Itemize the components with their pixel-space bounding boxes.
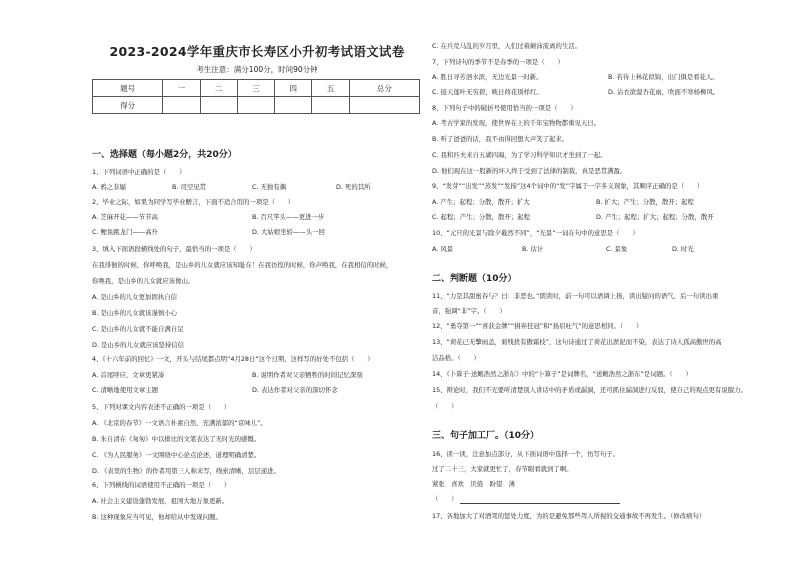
question-5: 5、下列对课文内容表述不正确的一项是（ ） [92, 403, 231, 411]
q7-option-a: A. 胜日寻芳泗水滨，无边光景一时新。 [432, 73, 543, 81]
q4-option-b: B. 说明作者对父亲牺牲的时间记忆深刻 [252, 371, 363, 379]
q2-option-d: D. 大姑娘坐轿——头一回 [252, 228, 325, 236]
question-8: 8、下列句子中的破折号使用恰当的一项是（ ） [432, 104, 577, 112]
q9-option-b: B. 扩大；产生；分散，散开；起程 [596, 198, 694, 206]
question-11-line1: 11、“力是其甜蜜春与？曰：非恶也。”朗读时，前一句可以语调上扬，读出疑问的语气，后一句读出重 [432, 292, 719, 300]
q9-option-c: C. 起程；产生；分散，散开；起程 [432, 213, 530, 221]
question-12: 12、“勇夺第一”“喜获金牌”“捐弃狂冠”和“扬眉吐气”的意思相同。（ ） [432, 322, 643, 330]
score-header-cell: 三 [237, 80, 274, 97]
question-6: 6、下列横线的词语使用不正确的一项是（ ） [92, 481, 231, 489]
section-2-heading: 二、判断题（10分） [432, 274, 517, 284]
q10-option-c: C. 景象 [606, 245, 628, 253]
exam-title: 2023-2024学年重庆市长寿区小升初考试语文试卷 [109, 44, 405, 59]
section-3-heading: 三、句子加工厂。（10分） [432, 431, 540, 441]
q9-option-a: A. 产生；起程；分散，散开；扩大 [432, 198, 530, 206]
q3-option-a: A. 是山乡的儿女更加固执自信 [92, 293, 178, 301]
q3-passage-line1: 在我徘徊的时候，你呼唤我，是山乡的儿女就应该知耻在！在我彷徨的时候，你声唤我，在我相信的时候， [92, 261, 393, 269]
q3-passage-line2: 你唤我，是山乡的儿女就应该像山。 [92, 277, 195, 285]
q8-option-a: A. 考古学家的发现，使世界在上的千年宝物物都重见天日。 [432, 119, 601, 127]
question-10: 10、“元旦的光景与除夕截然不同”，“光景”一词在句中的意思是（ ） [432, 229, 639, 237]
score-row-label: 得分 [93, 97, 163, 114]
q8-option-d: D. 他们现在这一股新的坏人终于受到了法律的制裁，真是恶贯满盈。 [432, 167, 627, 175]
score-header-cell: 五 [312, 80, 349, 97]
q3-option-d: D. 是山乡的儿女就应该坚持信信 [92, 341, 185, 349]
q16-answer-line[interactable] [460, 497, 620, 504]
q7-option-c: C. 接天莲叶无穷碧，映日荷花别样红。 [432, 88, 543, 96]
question-16: 16、读一读，注意加点部分，从下面词语中选择一个，仿写句子。 [432, 450, 620, 458]
score-header-cell: 二 [200, 80, 237, 97]
question-15-line1: 15、辩论时，我们不光要听清楚别人讲话中的矛盾或漏洞，还可抓住漏洞进行反驳，使自己的观点更有说服力。 [432, 386, 747, 394]
score-table [92, 79, 420, 114]
question-9: 9、“发芽”“出发”“蒸发”“发扬”这4个词中的“发”字属于一字多义现象，其顺序正确的是（ ） [432, 182, 704, 190]
q4-option-d: D. 表达作者对父亲的深切怀念 [252, 386, 338, 394]
q1-option-c: C. 无独有偶 [252, 183, 287, 191]
score-header-cell: 总分 [349, 80, 419, 97]
q10-option-d: D. 时光 [672, 245, 694, 253]
score-cell [349, 97, 419, 114]
score-header-cell: 题号 [93, 80, 163, 97]
score-cell [237, 97, 274, 114]
question-3: 3、填入下面语段横线处的句子，最恰当的一项是（ ） [92, 245, 256, 253]
question-13-line1: 13、“荷花已无擎雨盖，菊残犹有傲霜枝”，这句诗通过了荷花出淤泥而不染，表达了诗人孤高傲世的高 [432, 338, 722, 346]
question-11-line2: 音，强调“非”字。（ ） [432, 307, 506, 315]
q3-option-b: B. 是山乡的儿女就该谨慎小心 [92, 309, 178, 317]
q8-option-c: C. 我和匹夫来自五湖四海，为了学习科学知识才坐到了一起。 [432, 151, 607, 159]
q1-option-d: D. 死的其所 [336, 183, 371, 191]
exam-notice: 考生注意：满分100分，时间90分钟 [196, 65, 318, 74]
q4-option-a: A. 首尾呼应，文章更紧凑 [92, 371, 165, 379]
score-header-cell: 一 [163, 80, 200, 97]
q16-word-bank: 紧张 喜欢 厌倦 盼望 薄 [432, 480, 516, 488]
q6-option-b: B. 这种现象应当可见，他却给从中发现问题。 [92, 513, 222, 521]
q6-option-a: A. 社会主义建设蓬勃发展，祖国大地万象更新。 [92, 497, 229, 505]
q1-option-b: B. 司空见贯 [172, 183, 207, 191]
q16-example-sentence: 过了二十三，大家就更忙了，春节眼看就到了啊。 [432, 465, 573, 473]
question-13-line2: 洁品格。（ ） [432, 354, 480, 362]
question-17: 17、各地加大了对酒驾的惩处力度，为的是避免那些驾人所视的交通事故不再发生。（修改病句） [432, 512, 706, 520]
q9-option-d: D. 产生；起程；扩大；起程；分散，散开 [596, 213, 714, 221]
q3-option-c: C. 是山乡的儿女就不能自满自足 [92, 325, 184, 333]
question-1: 1、下列词语中正确的是（ ） [92, 168, 186, 176]
q16-answer-area [432, 495, 620, 504]
question-15-line2: （ ） [432, 402, 458, 410]
score-table-row [93, 97, 420, 114]
score-header-cell: 四 [275, 80, 312, 97]
q2-option-b: B. 百尺竿头——更进一步 [252, 213, 325, 221]
score-cell [163, 97, 200, 114]
q16-answer-bracket: （ ） [432, 495, 458, 503]
score-table-header-row [93, 80, 420, 97]
question-4: 4、《十六年前的回忆》一文，开头与结尾都点明“4月28日”这个日期，这样写的好处不包括（ ） [92, 355, 374, 363]
section-1-heading: 一、选择题（每小题2分，共20分） [92, 150, 237, 160]
question-7: 7、下列诗句的季节不是春季的一项是（ ） [432, 58, 564, 66]
question-14: 14、《卜算子·送鲍浩然之浙东》中的“卜算子”是词牌名，“送鲍浩然之浙东”是词题。（ ） [432, 370, 692, 378]
question-2: 2、毕业之际，如果为同学写毕业赠言，下面不适合用的一项是（ ） [92, 198, 295, 206]
q5-option-d: D. 《表里的生物》的作者用第三人称来写，线索清晰，层层递进。 [92, 467, 280, 475]
score-cell [312, 97, 349, 114]
q5-option-c: C. 《为人民服务》一文围绕中心论点论述，道理明确清楚。 [92, 451, 261, 459]
q2-option-c: C. 鲤鱼跳龙门——高升 [92, 228, 159, 236]
q2-option-a: A. 芝麻开花——节节高 [92, 213, 158, 221]
score-cell [200, 97, 237, 114]
q1-option-a: A. 鸦之非辐 [92, 183, 126, 191]
q6-option-c: C. 在兵荒马乱的岁月里，人们过着颠沛流离的生活。 [432, 42, 582, 50]
q10-option-a: A. 风景 [432, 245, 454, 253]
q4-option-c: C. 清晰地使用文章主题 [92, 386, 159, 394]
q7-option-d: D. 沾衣欲湿杏花雨，吹面不寒杨柳风。 [608, 88, 720, 96]
q5-option-a: A. 《北京的春节》一文语言朴素自然，充满浓郁的“京味儿”。 [92, 419, 267, 427]
q10-option-b: B. 估计 [522, 245, 544, 253]
score-cell [275, 97, 312, 114]
q8-option-b: B. 听了爸爸的话，我不由得回想大声笑了起来。 [432, 135, 569, 143]
q5-option-b: B. 朱自清在《匆匆》中以排比的文笔表达了无时光的感慨。 [92, 435, 261, 443]
q7-option-b: B. 若待上林花似锦，出门俱是看花人。 [608, 73, 719, 81]
